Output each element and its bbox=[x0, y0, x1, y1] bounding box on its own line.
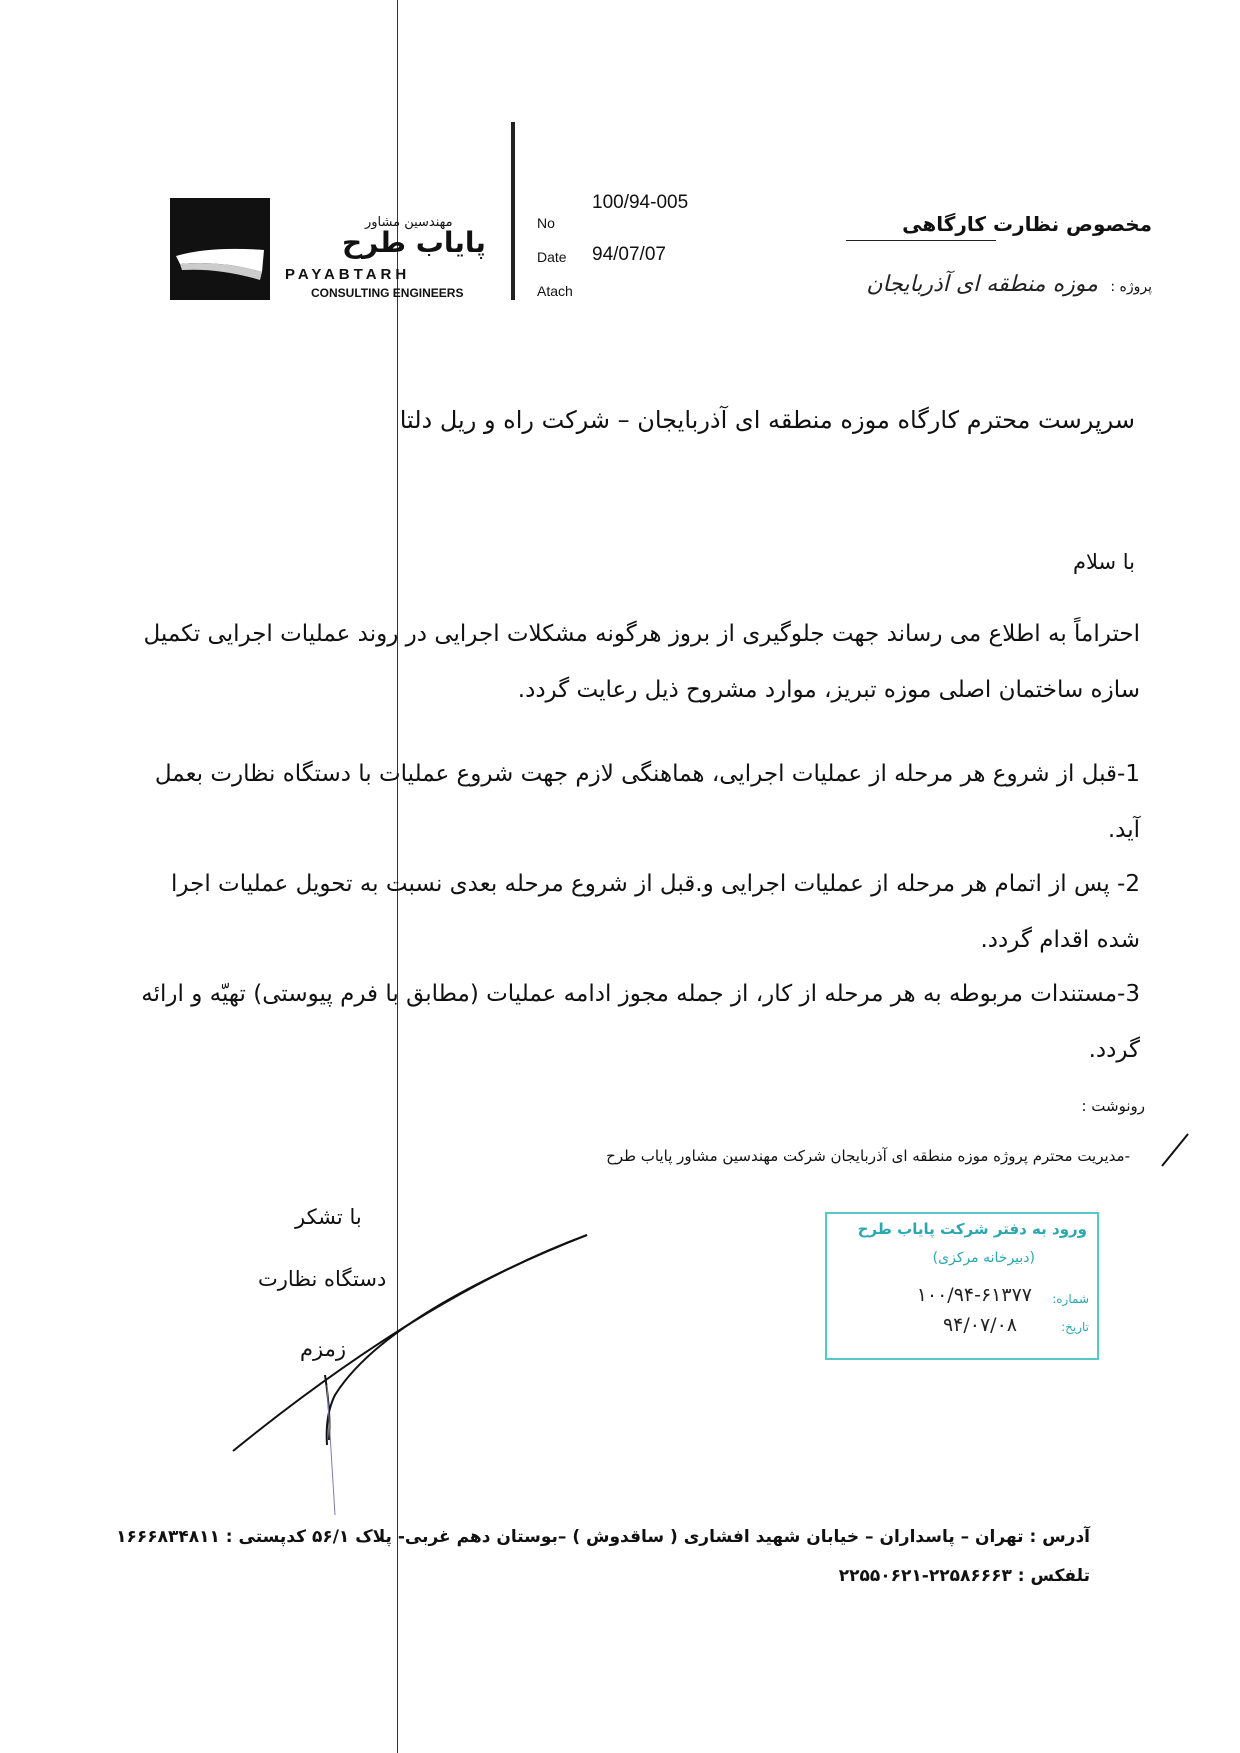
logo-mark-icon bbox=[170, 198, 270, 300]
project-label: پروژه : bbox=[1110, 279, 1152, 295]
intro-paragraph: احتراماً به اطلاع می رساند جهت جلوگیری از بروز هرگونه مشکلات اجرایی در روند عملیات اجرایی تکمیل سازه ساختمان اصلی موزه تبریز، موارد مشروح ذیل رعایت گردد. bbox=[143, 621, 1140, 703]
greeting: با سلام bbox=[1072, 550, 1135, 574]
thanks-text: با تشکر bbox=[295, 1205, 362, 1229]
company-name-en: PAYABTARH bbox=[285, 266, 411, 283]
list-item-3: 3-مستندات مربوطه به هر مرحله از کار، از جمله مجوز ادامه عملیات (مطابق با فرم پیوستی) تهیّه و ارائه گردد. bbox=[141, 981, 1140, 1063]
check-mark-icon bbox=[1160, 1132, 1190, 1172]
company-subtitle-en: CONSULTING ENGINEERS bbox=[311, 286, 464, 300]
date-value: 94/07/07 bbox=[592, 244, 666, 265]
stamp-line2: (دبیرخانه مرکزی) bbox=[932, 1250, 1035, 1266]
signer-name: زمزم bbox=[300, 1337, 346, 1361]
project-line bbox=[866, 272, 1152, 297]
date-label: Date bbox=[537, 249, 567, 265]
signature-icon bbox=[225, 1225, 595, 1529]
no-value: 100/94-005 bbox=[592, 192, 689, 213]
stamp-date-label: تاریخ: bbox=[1061, 1320, 1089, 1334]
addressee: سرپرست محترم کارگاه موزه منطقه ای آذربایجان – شرکت راه و ریل دلتا bbox=[399, 406, 1135, 434]
footer-address: آدرس : تهران – پاسداران – خیابان شهید افشاری ( ساقدوش ) –بوستان دهم غربی- پلاک ۵۶/۱ کدپستی : ۱۶۶۶۸۳۴۸۱۱ bbox=[116, 1527, 1090, 1547]
cc-text: -مدیریت محترم پروژه موزه منطقه ای آذربایجان شرکت مهندسین مشاور پایاب طرح bbox=[606, 1147, 1130, 1165]
stamp-number-value: ۱۰۰/۹۴-۶۱۳۷۷ bbox=[916, 1284, 1032, 1306]
company-name-fa: پایاب طرح bbox=[342, 226, 486, 259]
stamp-number-label: شماره: bbox=[1052, 1292, 1089, 1306]
received-stamp bbox=[825, 1212, 1099, 1360]
cc-label: رونوشت : bbox=[1081, 1097, 1145, 1115]
no-label: No bbox=[537, 215, 555, 231]
special-title: مخصوص نظارت کارگاهی bbox=[902, 212, 1152, 236]
stamp-line1: ورود به دفتر شرکت پایاب طرح bbox=[857, 1220, 1087, 1238]
dept-text: دستگاه نظارت bbox=[258, 1267, 387, 1291]
attach-label: Atach bbox=[537, 283, 573, 299]
company-logo bbox=[170, 198, 270, 300]
special-title-underline bbox=[846, 240, 996, 241]
list-item-2: 2- پس از اتمام هر مرحله از عملیات اجرایی و.قبل از شروع مرحله بعدی نسبت به تحویل عملیات اجرا شده اقدام گردد. bbox=[171, 871, 1140, 953]
stamp-date-value: ۹۴/۰۷/۰۸ bbox=[942, 1314, 1017, 1336]
header-separator bbox=[511, 122, 515, 300]
footer-telfax: تلفکس : ۲۲۵۸۶۶۶۳-۲۲۵۵۰۶۲۱ bbox=[838, 1566, 1090, 1586]
company-name-fa-small: مهندسین مشاور bbox=[365, 215, 453, 230]
project-handwritten: موزه منطقه ای آذربایجان bbox=[866, 272, 1098, 297]
list-item-1: 1-قبل از شروع هر مرحله از عملیات اجرایی، هماهنگی لازم جهت شروع عملیات با دستگاه نظارت بعمل آید. bbox=[154, 761, 1140, 843]
